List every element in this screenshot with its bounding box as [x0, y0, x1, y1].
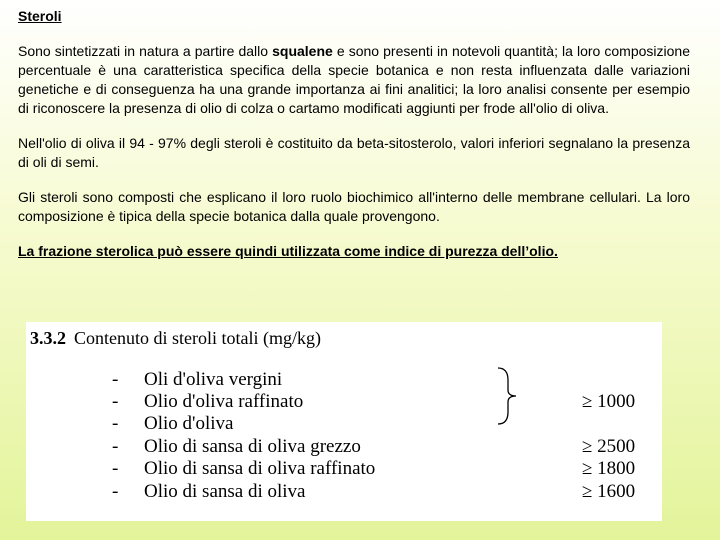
oil-name: Olio di sansa di oliva raffinato — [144, 458, 376, 479]
table-row — [26, 458, 662, 480]
table-heading — [30, 328, 321, 349]
oil-name: Olio d'oliva — [144, 413, 234, 434]
table-title: Contenuto di steroli totali (mg/kg) — [74, 328, 321, 348]
document-body — [18, 8, 690, 277]
table-row — [26, 391, 662, 413]
page-title: Steroli — [18, 8, 62, 24]
sterol-value: ≥ 2500 — [582, 436, 636, 457]
paragraph-synthesis — [18, 42, 690, 118]
row-dash: - — [112, 413, 119, 434]
table-row — [26, 413, 662, 435]
oil-name: Olio di sansa di oliva — [144, 481, 306, 502]
oil-name: Olio di sansa di oliva grezzo — [144, 436, 361, 457]
row-dash: - — [112, 369, 119, 390]
sterol-table — [26, 322, 662, 521]
row-dash: - — [112, 391, 119, 412]
table-row — [26, 369, 662, 391]
oil-name: Olio d'oliva raffinato — [144, 391, 304, 412]
row-dash: - — [112, 436, 119, 457]
table-row — [26, 436, 662, 458]
paragraph-synthesis-end: e sono presenti in notevoli quantità; la loro composizione percentuale è una caratteristica specifica della specie botanica e non resta influenzata dalle variazioni genetiche e di conseguenza ha una grande importanza ai fini analitici; la loro analisi consente per esempio di riconoscere la presenza di olio di colza o cartamo modificati aggiunti per frode all'olio di oliva. — [18, 43, 690, 116]
paragraph-synthesis-start: Sono sintetizzati in natura a partire dallo — [18, 43, 273, 59]
oil-name: Oli d'oliva vergini — [144, 369, 283, 390]
sterol-value: ≥ 1800 — [582, 458, 636, 479]
table-row — [26, 481, 662, 503]
keyword-squalene: squalene — [272, 43, 333, 59]
table-section-number: 3.3.2 — [30, 328, 66, 348]
sterol-value: ≥ 1000 — [582, 391, 636, 412]
paragraph-membranes: Gli steroli sono composti che esplicano il loro ruolo biochimico all'interno delle membrane cellulari. La loro composizione è tipica della specie botanica dalla quale provengono. — [18, 189, 690, 224]
row-dash: - — [112, 481, 119, 502]
sterol-value: ≥ 1600 — [582, 481, 636, 502]
paragraph-beta-sitosterol: Nell'olio di oliva il 94 - 97% degli steroli è costituito da beta-sitosterolo, valori inferiori segnalano la presenza di oli di semi. — [18, 135, 690, 170]
conclusion-line: La frazione sterolica può essere quindi utilizzata come indice di purezza dell’olio. — [18, 243, 558, 259]
row-dash: - — [112, 458, 119, 479]
